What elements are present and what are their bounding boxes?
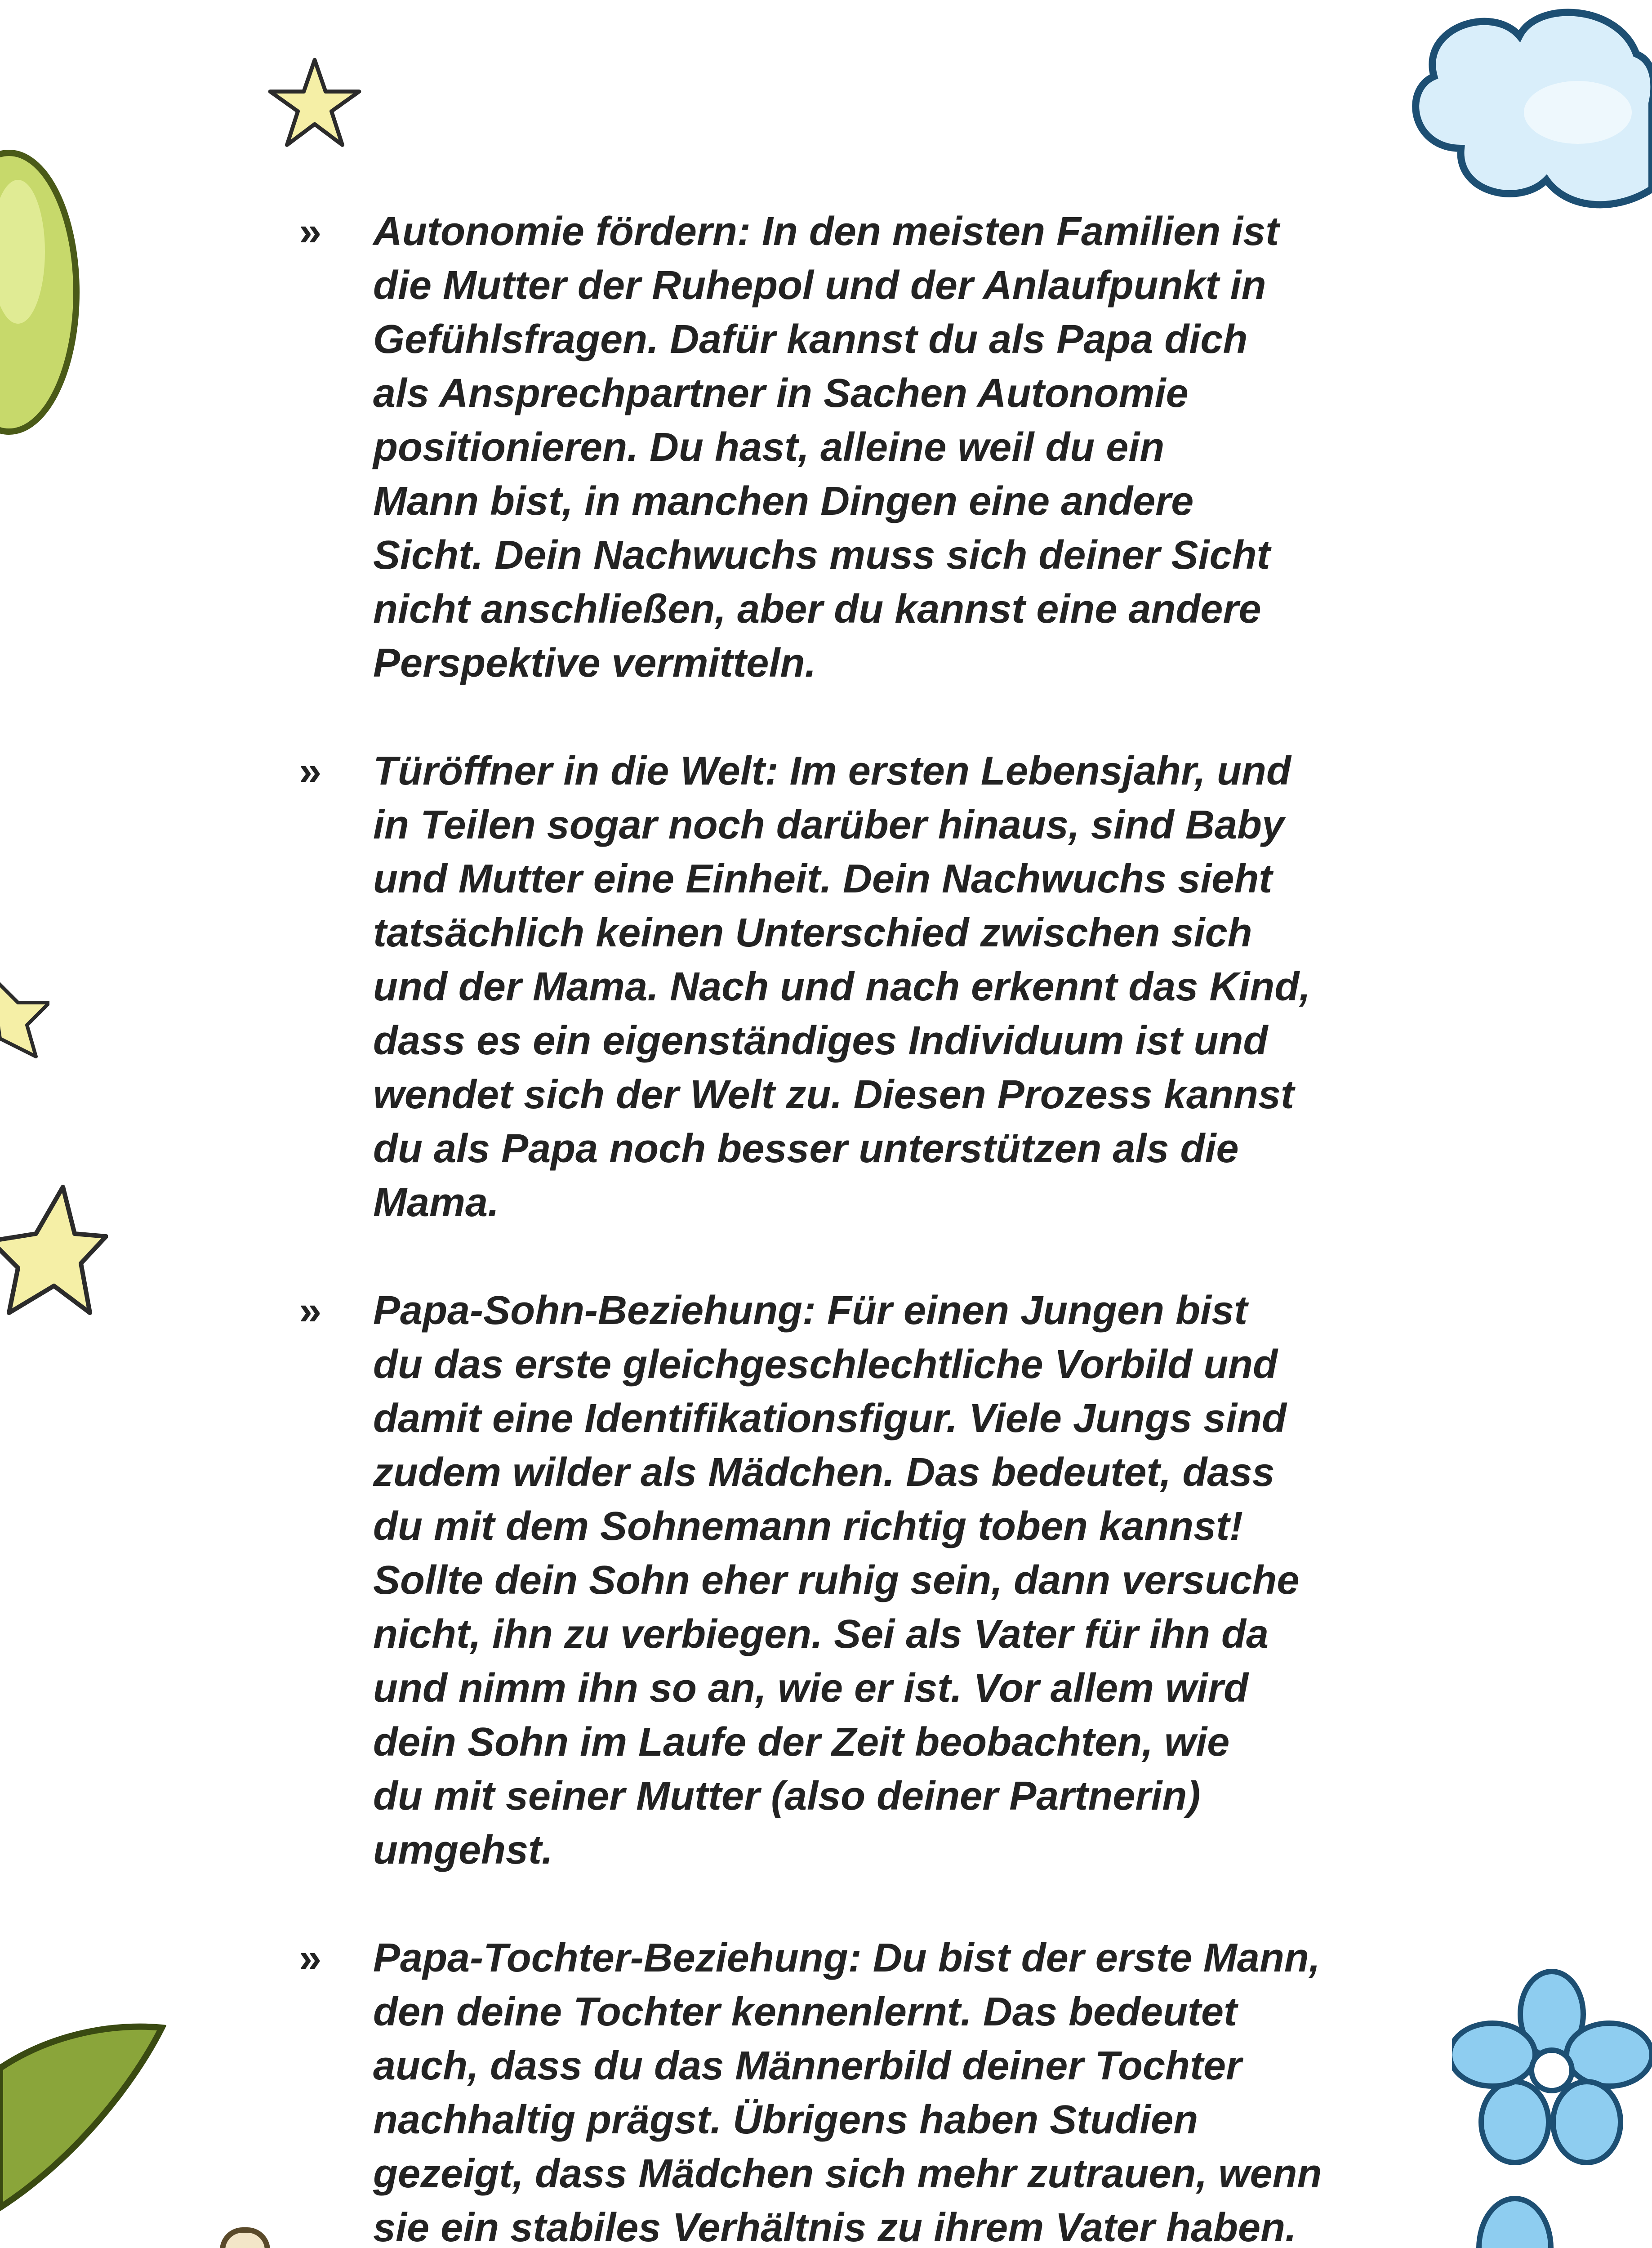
text-line: in Teilen sogar noch darüber hinaus, sind Baby — [373, 803, 1285, 847]
text-line: tatsächlich keinen Unterschied zwischen sich — [373, 910, 1252, 955]
bullet-list — [299, 205, 1450, 2248]
text-line: Sollte dein Sohn eher ruhig sein, dann versuche — [373, 1558, 1300, 1603]
bullet-marker: » — [299, 209, 322, 254]
star-icon — [265, 54, 364, 153]
bullet-item — [299, 205, 1450, 690]
text-line: und der Mama. Nach und nach erkennt das Kind, — [373, 964, 1311, 1009]
flower-icon — [1452, 1965, 1652, 2172]
text-line: sie ein stabiles Verhältnis zu ihrem Vater haben. — [373, 2205, 1297, 2248]
text-line: zudem wilder als Mädchen. Das bedeutet, dass — [373, 1450, 1275, 1495]
leaf-icon — [0, 2014, 166, 2212]
text-line: Perspektive vermitteln. — [373, 641, 816, 686]
text-line: du mit dem Sohnemann richtig toben kannst! — [373, 1504, 1243, 1549]
text-line: damit eine Identifikationsfigur. Viele Jungs sind — [373, 1396, 1287, 1441]
text-line: und nimm ihn so an, wie er ist. Vor allem wird — [373, 1666, 1249, 1711]
star-icon — [0, 1178, 108, 1326]
text-line: wendet sich der Welt zu. Diesen Prozess kannst — [373, 1072, 1294, 1117]
bullet-text — [373, 1284, 1450, 1877]
text-line: Papa-Tochter-Beziehung: Du bist der erste Mann, — [373, 1936, 1320, 1980]
bullet-marker: » — [299, 1936, 322, 1980]
text-line: Türöffner in die Welt: Im ersten Lebensjahr, und — [373, 749, 1291, 794]
bullet-marker: » — [299, 749, 322, 794]
text-line: du das erste gleichgeschlechtliche Vorbild und — [373, 1342, 1278, 1387]
text-line: dass es ein eigenständiges Individuum ist und — [373, 1018, 1268, 1063]
text-line: dein Sohn im Laufe der Zeit beobachten, wie — [373, 1720, 1230, 1765]
bullet-item — [299, 1284, 1450, 1877]
balloon-icon — [0, 148, 81, 436]
text-line: Mann bist, in manchen Dingen eine andere — [373, 479, 1194, 524]
text-line: positionieren. Du hast, alleine weil du ein — [373, 425, 1165, 470]
bullet-text — [373, 1931, 1450, 2248]
bullet-item — [299, 744, 1450, 1230]
text-line: Mama. — [373, 1180, 499, 1225]
text-line: auch, dass du das Männerbild deiner Tochter — [373, 2043, 1242, 2088]
text-line: und Mutter eine Einheit. Dein Nachwuchs sieht — [373, 856, 1273, 901]
text-line: nachhaltig prägst. Übrigens haben Studien — [373, 2097, 1198, 2142]
text-line: Sicht. Dein Nachwuchs muss sich deiner Sicht — [373, 533, 1270, 578]
text-line: als Ansprechpartner in Sachen Autonomie — [373, 371, 1189, 416]
text-line: gezeigt, dass Mädchen sich mehr zutrauen, wenn — [373, 2151, 1322, 2196]
bullet-text — [373, 744, 1450, 1230]
text-line: Gefühlsfragen. Dafür kannst du als Papa dich — [373, 317, 1248, 362]
bullet-marker: » — [299, 1288, 322, 1333]
bullet-item — [299, 1931, 1450, 2248]
text-line: Papa-Sohn-Beziehung: Für einen Jungen bist — [373, 1288, 1248, 1333]
bullet-text — [373, 205, 1450, 690]
cloud-icon — [1385, 0, 1652, 216]
text-line: nicht, ihn zu verbiegen. Sei als Vater für ihn da — [373, 1612, 1269, 1657]
star-icon — [0, 967, 49, 1075]
text-line: nicht anschließen, aber du kannst eine andere — [373, 587, 1261, 632]
text-line: du als Papa noch besser unterstützen als die — [373, 1126, 1239, 1171]
text-line: umgehst. — [373, 1828, 553, 1873]
text-line: den deine Tochter kennenlernt. Das bedeutet — [373, 1989, 1238, 2034]
text-line: die Mutter der Ruhepol und der Anlaufpunkt in — [373, 263, 1266, 308]
text-line: du mit seiner Mutter (also deiner Partnerin) — [373, 1774, 1201, 1819]
text-line: Autonomie fördern: In den meisten Familien ist — [373, 209, 1279, 254]
